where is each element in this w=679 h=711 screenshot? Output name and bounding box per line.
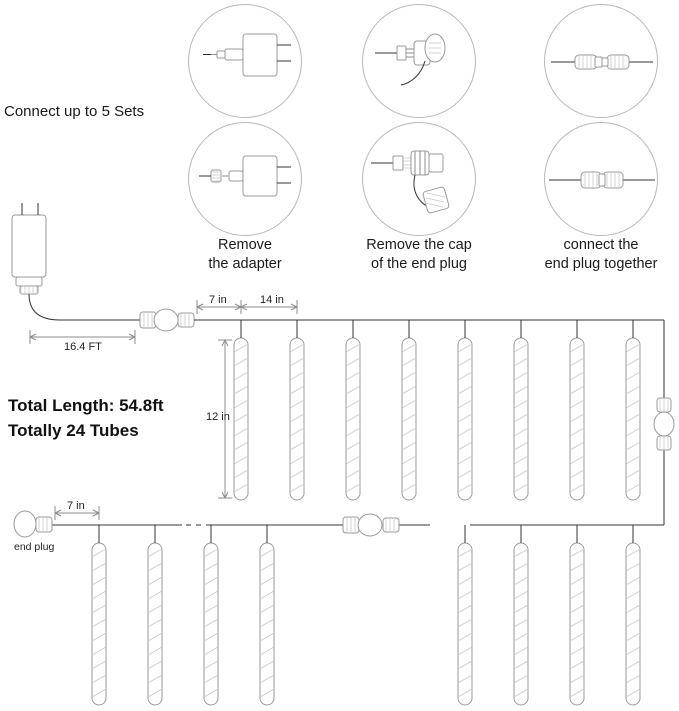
power-adapter-icon — [12, 203, 46, 294]
step-caption-4-line2: the adapter — [208, 256, 282, 272]
step-caption-6-line2: end plug together — [544, 256, 658, 272]
total-length-note — [8, 393, 164, 443]
tube — [626, 525, 640, 705]
dimension-label-lead-spacing: 7 in — [209, 294, 227, 306]
tube — [290, 320, 304, 500]
connect-sets-note: Connect up to 5 Sets — [4, 103, 145, 120]
tube — [92, 525, 106, 705]
tube — [204, 525, 218, 705]
tube — [148, 525, 162, 705]
dimension-label-tube-length: 12 in — [206, 411, 230, 423]
dimension-label-drop-spacing: 14 in — [260, 294, 284, 306]
dimension-label-power-cord: 16.4 FT — [64, 341, 102, 353]
step-caption-6-line1: connect the — [563, 237, 639, 253]
tube — [458, 320, 472, 500]
tube — [234, 320, 248, 500]
step-caption-5-line2: of the end plug — [371, 256, 467, 272]
top-tube-row — [234, 320, 640, 500]
step-caption-4-line1: Remove — [218, 237, 272, 253]
total-length-line1: Total Length: 54.8ft — [8, 396, 164, 415]
tube — [570, 320, 584, 500]
tube — [570, 525, 584, 705]
inline-connector-top — [140, 309, 194, 331]
tube — [514, 525, 528, 705]
inline-connector-bottom — [343, 514, 399, 536]
total-tubes-line2: Totally 24 Tubes — [8, 421, 139, 440]
tube — [260, 525, 274, 705]
tube — [402, 320, 416, 500]
end-plug-icon — [14, 511, 52, 537]
bottom-tube-row — [92, 525, 640, 705]
dimension-label-bottom-spacing: 7 in — [67, 500, 85, 512]
end-plug-label: end plug — [14, 541, 55, 553]
tube — [626, 320, 640, 500]
tube — [346, 320, 360, 500]
step-caption-5-line1: Remove the cap — [366, 237, 472, 253]
tube — [458, 525, 472, 705]
tube — [514, 320, 528, 500]
inline-connector-right — [654, 398, 674, 450]
